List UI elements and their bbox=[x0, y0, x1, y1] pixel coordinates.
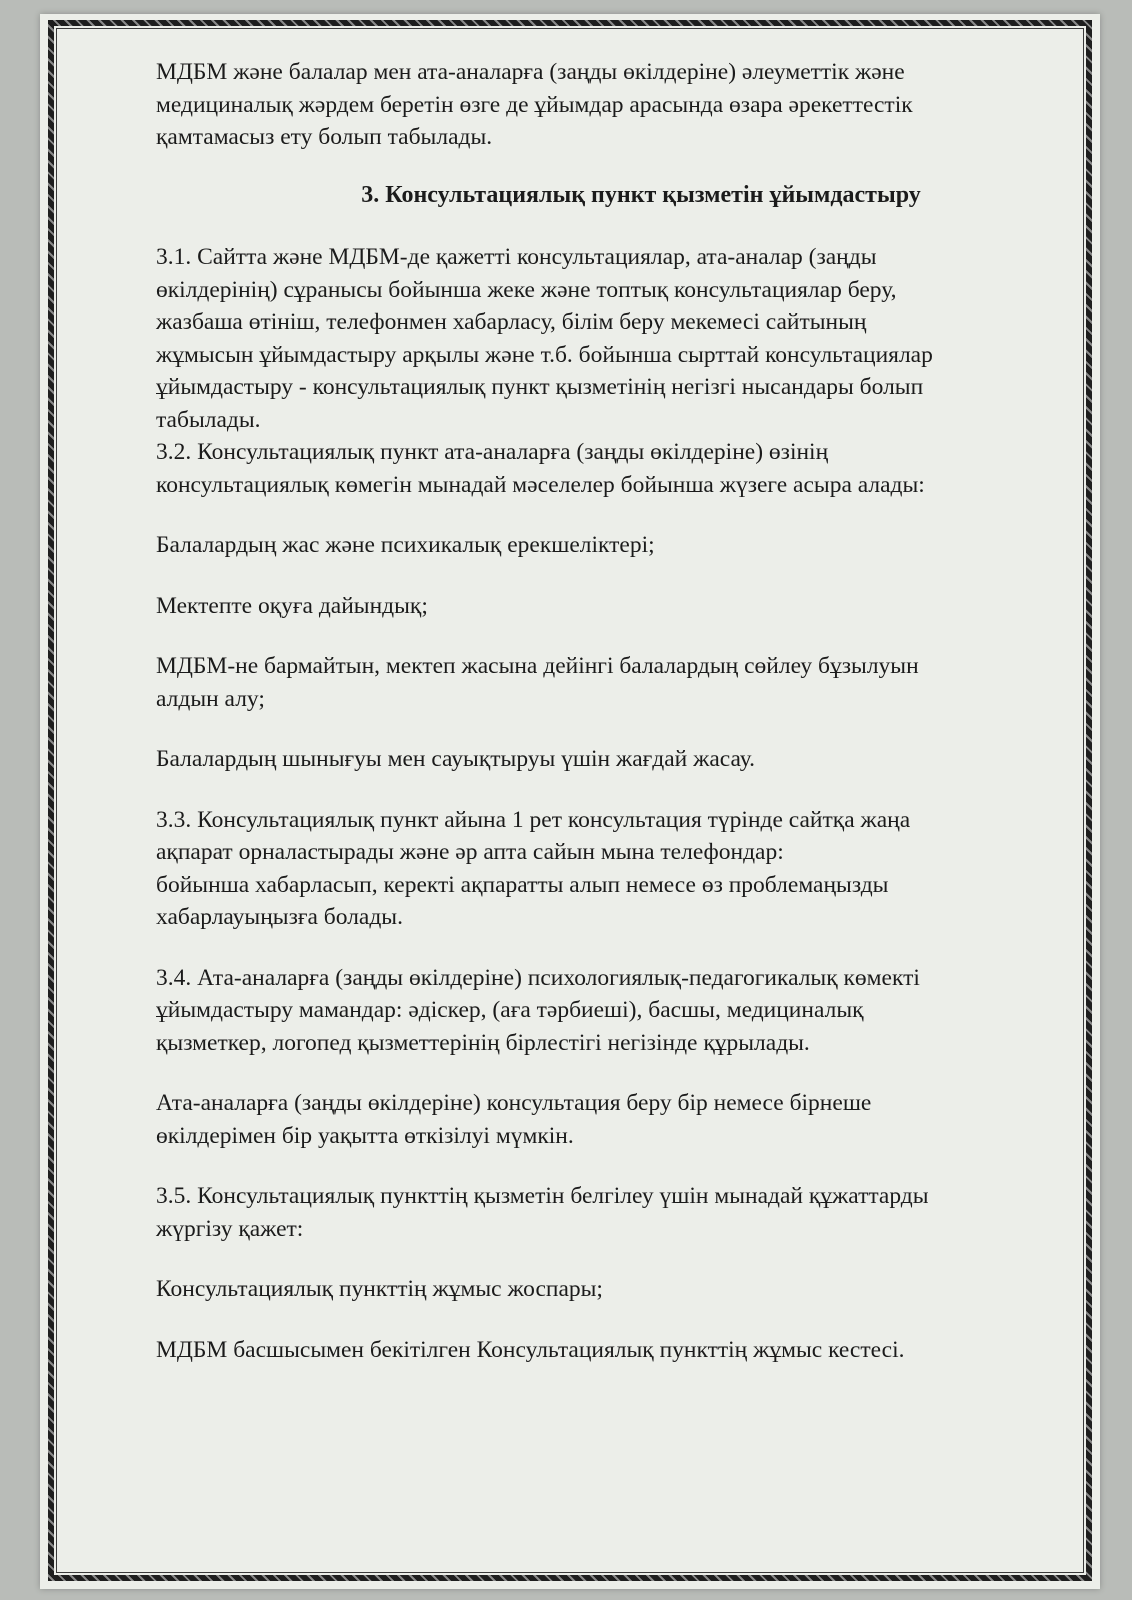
document-page bbox=[40, 14, 1100, 1589]
paragraph-3-3-line: бойынша хабарласып, керекті ақпаратты алып немесе өз проблемаңызды bbox=[156, 871, 889, 898]
paragraph-3-1-line: жұмысын ұйымдастыру арқылы және т.б. бойынша сырттай консультациялар bbox=[156, 341, 933, 368]
paragraph-3-2-line: 3.2. Консультациялық пункт ата-аналарға (заңды өкілдеріне) өзінің bbox=[156, 439, 829, 465]
list-item: МДБМ басшысымен бекітілген Консультациялық пункттің жұмыс кестесі. bbox=[156, 1336, 905, 1363]
paragraph-3-4-line: қызметкер, логопед қызметтерінің бірлестігі негізінде құрылады. bbox=[156, 1029, 810, 1056]
paragraph-3-1-line: жазбаша өтініш, телефонмен хабарласу, білім беру мекемесі сайтының bbox=[156, 309, 867, 335]
paragraph-3-4b-line: өкілдерімен бір уақытта өткізілуі мүмкін. bbox=[156, 1122, 574, 1149]
intro-line: қамтамасыз ету болып табылады. bbox=[156, 124, 493, 150]
section-title: 3. Консультациялық пункт қызметін ұйымдастыру bbox=[361, 181, 921, 208]
paragraph-3-1-line: ұйымдастыру - консультациялық пункт қызметінің негізгі нысандары болып bbox=[156, 374, 924, 400]
document-body bbox=[156, 56, 1086, 1366]
paragraph-3-4-line: ұйымдастыру мамандар: әдіскер, (аға тәрбиеші), басшы, медициналық bbox=[156, 997, 864, 1023]
paragraph-3-2-line: консультациялық көмегін мынадай мәселелер бойынша жүзеге асыра алады: bbox=[156, 471, 925, 498]
paragraph-3-1-line: 3.1. Сайтта және МДБМ-де қажетті консультациялар, ата-аналар (заңды bbox=[156, 244, 877, 270]
list-item: Мектепте оқуға дайындық; bbox=[156, 592, 428, 619]
list-item: Балалардың жас және психикалық ерекшеліктері; bbox=[156, 532, 655, 558]
list-item: Консультациялық пункттің жұмыс жоспары; bbox=[156, 1276, 603, 1302]
list-item-continuation: алдын алу; bbox=[156, 685, 265, 712]
paragraph-3-5-line: 3.5. Консультациялық пункттің қызметін белгілеу үшін мынадай құжаттарды bbox=[156, 1183, 929, 1209]
intro-line: медициналық жәрдем беретін өзге де ұйымдар арасында өзара әрекеттестік bbox=[156, 91, 913, 118]
paragraph-3-1-line: табылады. bbox=[156, 406, 261, 433]
list-item: Балалардың шынығуы мен сауықтыруы үшін жағдай жасау. bbox=[156, 746, 756, 772]
list-item: МДБМ-не бармайтын, мектеп жасына дейінгі балалардың сөйлеу бұзылуын bbox=[156, 653, 919, 679]
paragraph-3-3-line: ақпарат орналастырады және әр апта сайын мына телефондар: bbox=[156, 839, 784, 865]
paragraph-3-4b-line: Ата-аналарға (заңды өкілдеріне) консультация беру бір немесе бірнеше bbox=[156, 1090, 872, 1116]
paragraph-3-4-line: 3.4. Ата-аналарға (заңды өкілдеріне) психологиялық-педагогикалық көмекті bbox=[156, 964, 920, 991]
paragraph-3-3-line: 3.3. Консультациялық пункт айына 1 рет консультация түрінде сайтқа жаңа bbox=[156, 806, 911, 833]
intro-line: МДБМ және балалар мен ата-аналарға (заңды өкілдеріне) әлеуметтік және bbox=[156, 59, 905, 85]
paragraph-3-1-line: өкілдерінің) сұранысы бойынша жеке және топтық консультациялар беру, bbox=[156, 276, 897, 303]
paragraph-3-5-line: жүргізу қажет: bbox=[156, 1215, 304, 1242]
paragraph-3-3-line: хабарлауыңызға болады. bbox=[156, 904, 403, 930]
